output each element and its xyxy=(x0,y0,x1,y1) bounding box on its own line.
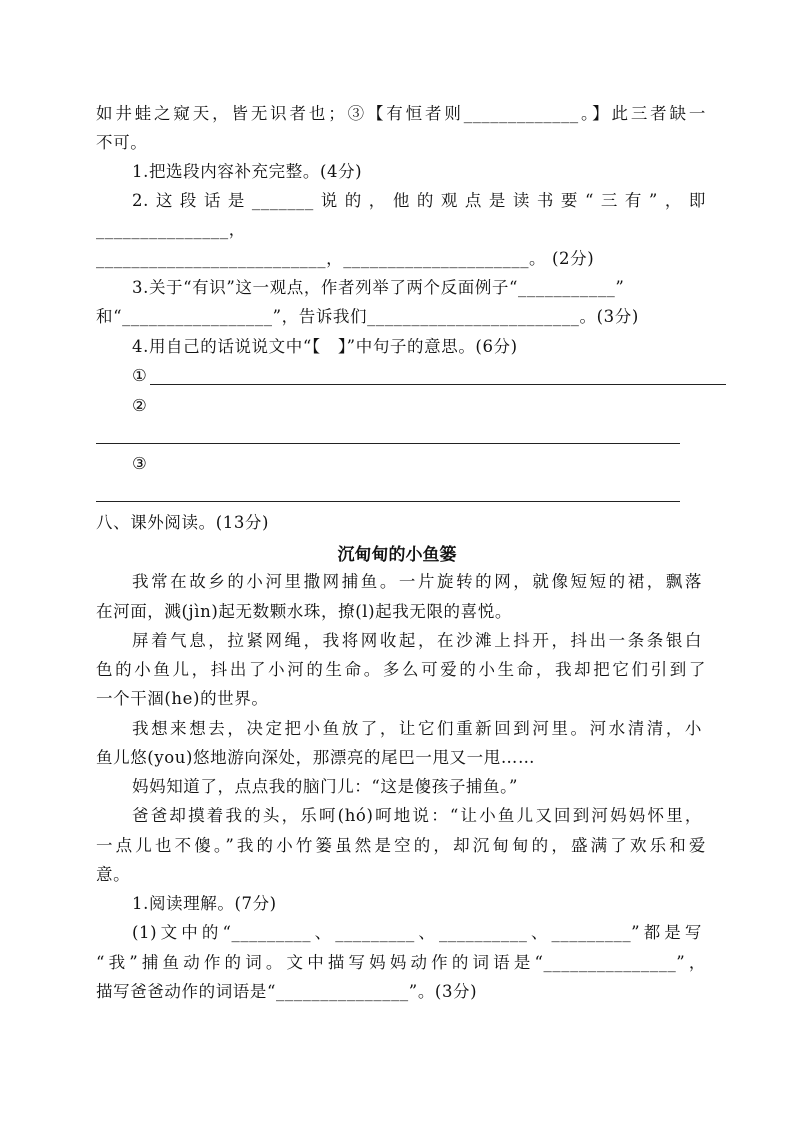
story-paragraph-line: 一点儿也不傻。”我的小竹篓虽然是空的，却沉甸甸的，盛满了欢乐和爱 xyxy=(96,836,706,855)
story-paragraph-line: 在河面，溅(jìn)起无数颗水珠，撩(l)起我无限的喜悦。 xyxy=(96,602,512,621)
question-2-blank: _______________， xyxy=(96,220,246,239)
question-2-blanks: __________________________，_____________________。 (2分) xyxy=(96,249,595,268)
question-3-cont: 和“_________________”，告诉我们________________________。(3分) xyxy=(96,307,639,326)
answer-line-1[interactable] xyxy=(150,384,726,385)
question-1: 1.把选段内容补充完整。(4分) xyxy=(132,162,363,181)
passage-line: 如井蛙之窥天，皆无识者也；③【有恒者则_____________。】此三者缺一 xyxy=(96,104,706,123)
reading-question-1-part: 描写爸爸动作的词语是“_______________”。(3分) xyxy=(96,982,478,1001)
story-paragraph-line: 屏着气息，拉紧网绳，我将网收起，在沙滩上抖开，抖出一条条银白 xyxy=(132,631,702,650)
story-paragraph-line: 我想来想去，决定把小鱼放了，让它们重新回到河里。河水清清，小 xyxy=(132,719,702,738)
story-paragraph-line: 妈妈知道了，点点我的脑门儿：“这是傻孩子捕鱼。” xyxy=(132,777,519,796)
answer-line-2[interactable] xyxy=(96,443,680,444)
reading-question-1-part: (1)文中的“_________、_________、__________、_________”都是写 xyxy=(132,923,702,942)
story-paragraph-line: 色的小鱼儿，抖出了小河的生命。多么可爱的小生命，我却把它们引到了 xyxy=(96,660,706,679)
answer-mark-2: ② xyxy=(132,396,148,415)
reading-question-1: 1.阅读理解。(7分) xyxy=(132,894,277,913)
story-paragraph-line: 意。 xyxy=(96,865,131,884)
passage-line: 不可。 xyxy=(96,133,148,152)
answer-line-3[interactable] xyxy=(96,501,680,502)
answer-mark-1: ① xyxy=(132,366,148,385)
question-2: 2.这段话是_______说的，他的观点是读书要“三有”，即 xyxy=(132,191,706,210)
section-heading: 八、课外阅读。(13分) xyxy=(96,513,270,532)
story-paragraph-line: 一个干涸(he)的世界。 xyxy=(96,689,269,708)
story-title: 沉甸甸的小鱼篓 xyxy=(337,545,457,565)
question-4: 4.用自己的话说说文中“【 】”中句子的意思。(6分) xyxy=(132,337,518,356)
story-paragraph-line: 爸爸却摸着我的头，乐呵(hó)呵地说：“让小鱼儿又回到河妈妈怀里， xyxy=(132,806,702,825)
story-paragraph-line: 鱼儿悠(you)悠地游向深处，那漂亮的尾巴一甩又一甩…… xyxy=(96,748,536,767)
reading-question-1-part: “我”捕鱼动作的词。文中描写妈妈动作的词语是“_______________”， xyxy=(96,953,706,972)
question-3: 3.关于“有识”这一观点，作者列举了两个反面例子“___________” xyxy=(132,278,625,297)
answer-mark-3: ③ xyxy=(132,454,148,473)
story-paragraph-line: 我常在故乡的小河里撒网捕鱼。一片旋转的网，就像短短的裙，飘落 xyxy=(132,572,702,591)
